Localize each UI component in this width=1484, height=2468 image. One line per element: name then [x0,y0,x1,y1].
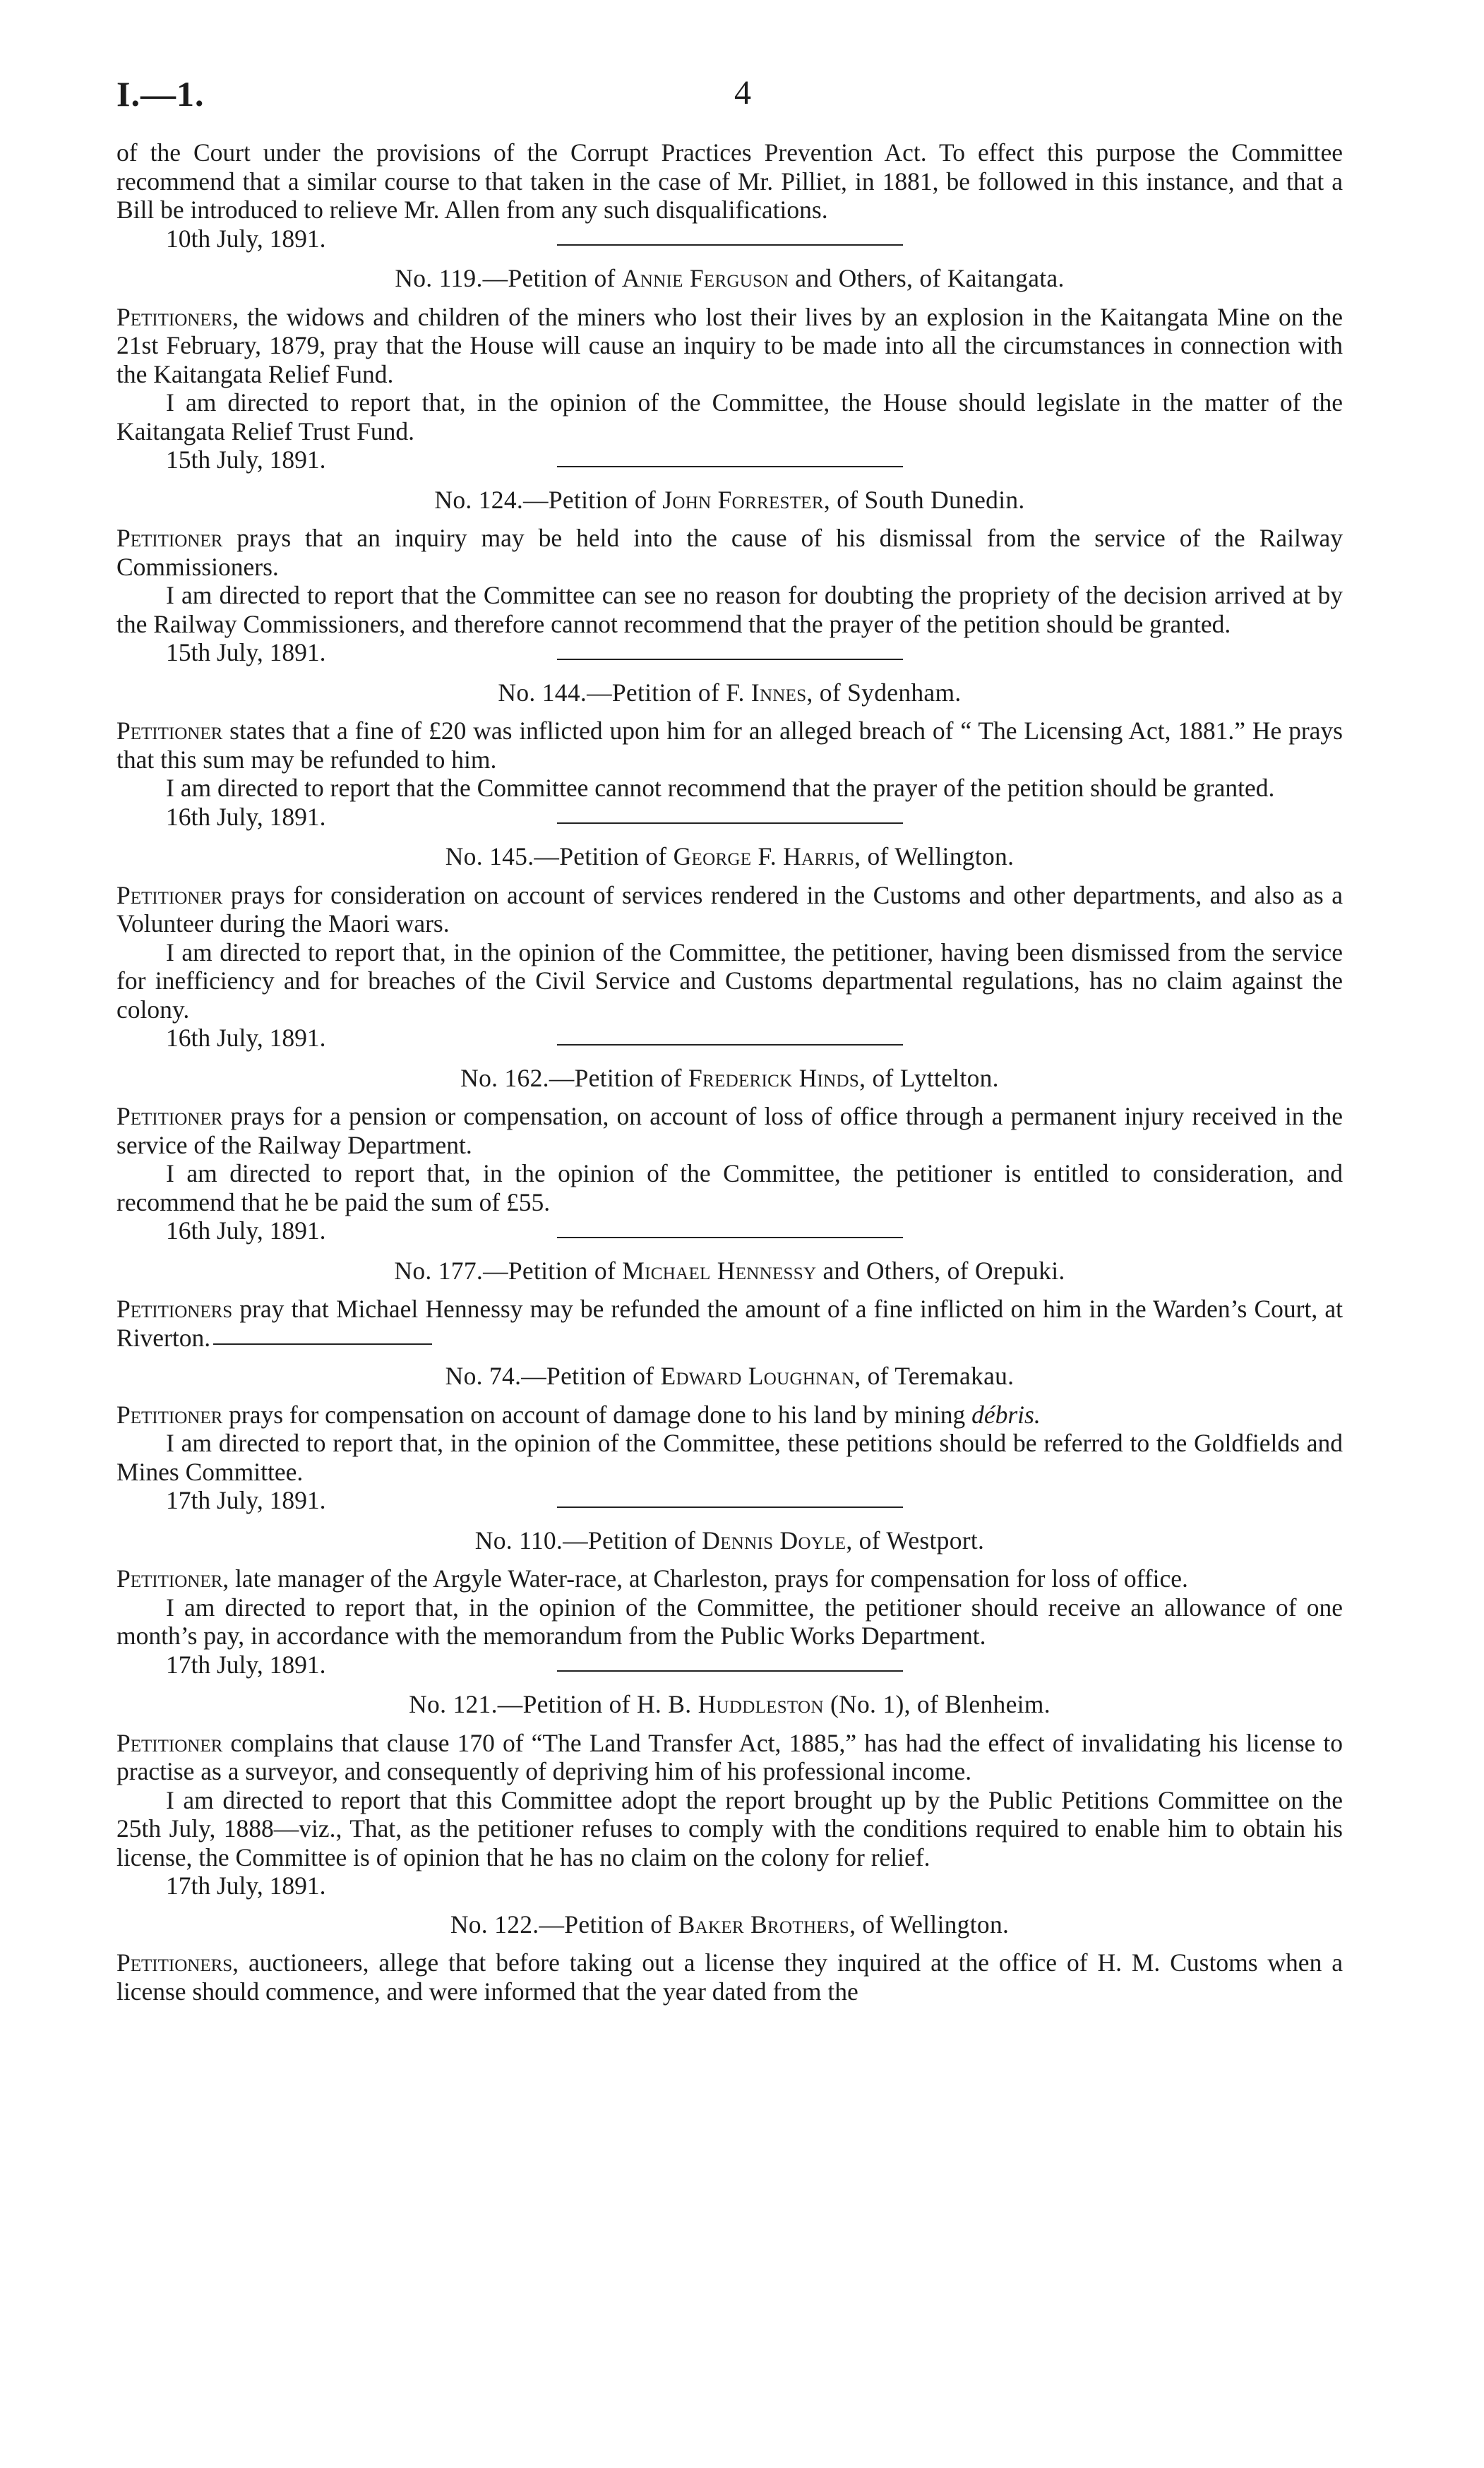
petition-122 [116,1910,1343,2006]
committee-report: I am directed to report that the Committee can see no reason for doubting the propriety of the decision arrived at by the Railway Commissioners, and therefore cannot recommend that the prayer of the petition should be granted. [116,581,1343,638]
petitioner-name: Michael Hennessy [622,1256,817,1285]
petitioner-name: John Forrester [662,485,824,514]
intro-paragraph: of the Court under the provisions of the Corrupt Practices Prevention Act. To effect this purpose the Committee recommend that a similar course to that taken in the case of Mr. Pilliet, in 1881, be followed in this instance, and that a Bill be introduced to relieve Mr. Allen from any such disqualifications. [116,138,1343,224]
petition-number: No. 74.—Petition of [445,1362,654,1390]
petitioner-label: Petitioners [116,1295,233,1323]
committee-report: I am directed to report that, in the opinion of the Committee, the petitioner is entitled to consideration, and recommend that he be paid the sum of £55. [116,1159,1343,1216]
petitioner-name: F. Innes [726,678,807,707]
petition-number: No. 177.—Petition of [394,1256,616,1285]
petitioner-place: , of Sydenham. [806,678,962,707]
committee-report: I am directed to report that, in the opinion of the Committee, the petitioner should receive an allowance of one month’s pay, in accordance with the memorandum from the Public Works Department. [116,1593,1343,1650]
section-divider [557,659,903,660]
petition-heading [116,1362,1343,1391]
petitioner-name: Huddleston [698,1690,824,1718]
page-code: I.—1. [116,74,205,114]
petitioner-name: Dennis Doyle [702,1526,846,1555]
report-date: 10th July, 1891. [166,224,326,253]
petitioner-label: Petitioner [116,1400,223,1429]
petitioner-name: Frederick Hinds [688,1063,860,1092]
petitioner-name: Annie Ferguson [621,264,789,292]
committee-report: I am directed to report that the Committee cannot recommend that the prayer of the petition should be granted. [166,774,1275,802]
petition-prayer [116,1102,1343,1159]
report-date: 17th July, 1891. [166,1871,326,1900]
report-date: 16th July, 1891. [166,1216,326,1245]
petitioner-place: , of Teremakau. [854,1362,1015,1390]
petition-110 [116,1526,1343,1681]
petition-number: No. 121.—Petition of H. B. [409,1690,692,1718]
petition-177 [116,1257,1343,1353]
petition-prayer [116,1295,1343,1352]
petition-prayer [116,1729,1343,1786]
petition-number: No. 124.—Petition of [434,485,657,514]
section-divider [213,1343,432,1345]
petition-number: No. 162.—Petition of [460,1063,682,1092]
petition-number: No. 145.—Petition of [445,842,667,870]
petitioner-label: Petitioner [116,524,223,552]
petitioner-place: , of Westport. [846,1526,985,1555]
page-header [116,73,1343,138]
petitioner-place: , of Wellington. [849,1910,1010,1939]
petition-heading [116,1910,1343,1939]
petitioner-label: Petitioner [116,717,223,745]
petition-162 [116,1064,1343,1247]
petition-heading [116,486,1343,515]
petition-prayer [116,1948,1343,2006]
section-divider [557,1670,903,1672]
petitioner-label: Petitioner [116,1728,223,1757]
petition-121 [116,1690,1343,1900]
petitioner-label: Petitioner [116,1564,223,1593]
prayer-text: prays for a pension or compensation, on account of loss of office through a permanent injury received in the service of the Railway Department. [116,1102,1343,1159]
petitioner-place: , of Wellington. [854,842,1015,870]
committee-report: I am directed to report that, in the opinion of the Committee, the House should legislate in the matter of the Kaitangata Relief Trust Fund. [116,388,1343,445]
petition-number: No. 122.—Petition of [450,1910,672,1939]
committee-report: I am directed to report that, in the opinion of the Committee, these petitions should be referred to the Goldfields and Mines Committee. [116,1429,1343,1486]
section-divider [557,466,903,467]
section-divider [557,1044,903,1046]
prayer-text: pray that Michael Hennessy may be refunded the amount of a fine inflicted on him in the Warden’s Court, at Riverton. [116,1295,1343,1352]
petition-prayer [116,524,1343,581]
petition-74 [116,1362,1343,1516]
section-divider [557,1237,903,1238]
petition-heading [116,678,1343,707]
prayer-text: states that a fine of £20 was inflicted upon him for an alleged breach of “ The Licensing Act, 1881.” He prays that this sum may be refunded to him. [116,717,1343,774]
petitioner-name: Baker Brothers [678,1910,850,1939]
report-date: 17th July, 1891. [166,1650,326,1679]
petitioner-label: Petitioners [116,1948,233,1977]
committee-report: I am directed to report that, in the opinion of the Committee, the petitioner, having been dismissed from the service for inefficiency and for breaches of the Civil Service and Customs departmental regulations, has no claim against the colony. [116,938,1343,1024]
petitioner-name: George F. Harris [673,842,855,870]
petitioner-place: and Others, of Kaitangata. [795,264,1065,292]
petition-prayer [116,1401,1343,1430]
prayer-text: prays for compensation on account of damage done to his land by mining [222,1400,966,1429]
petitioner-place: (No. 1), of Blenheim. [830,1690,1051,1718]
petition-prayer [116,303,1343,389]
prayer-text: prays for consideration on account of services rendered in the Customs and other departments, and also as a Volunteer during the Maori wars. [116,880,1343,938]
section-divider [557,822,903,824]
petitioner-label: Petitioner [116,1102,223,1130]
petition-145 [116,842,1343,1054]
petition-heading [116,1257,1343,1286]
petition-heading [116,842,1343,871]
petition-heading [116,1690,1343,1719]
petition-119 [116,264,1343,476]
petition-heading [116,1526,1343,1555]
petition-number: No. 144.—Petition of [498,678,720,707]
petition-heading [116,264,1343,293]
petitioner-place: , of Lyttelton. [859,1063,999,1092]
prayer-text: , late manager of the Argyle Water-race, at Charleston, prays for compensation for loss of office. [222,1564,1188,1593]
prayer-text: , auctioneers, allege that before taking out a license they inquired at the office of H. M. Customs when a license should commence, and were informed that the year dated from the [116,1948,1343,2006]
prayer-text: prays that an inquiry may be held into the cause of his dismissal from the service of the Railway Commissioners. [116,524,1343,581]
petition-prayer [116,717,1343,774]
petition-144 [116,678,1343,833]
page-number: 4 [734,74,751,112]
prayer-text: , the widows and children of the miners who lost their lives by an explosion in the Kaitangata Mine on the 21st February, 1879, pray that the House will cause an inquiry to be made into all the circumstances in connection with the Kaitangata Relief Fund. [116,302,1343,388]
report-date: 16th July, 1891. [166,1024,326,1052]
section-divider [557,1506,903,1508]
intro-section [116,138,1343,254]
report-date: 17th July, 1891. [166,1486,326,1514]
petition-124 [116,486,1343,669]
petitioner-place: , of South Dunedin. [823,485,1025,514]
prayer-text: complains that clause 170 of “The Land Transfer Act, 1885,” has had the effect of invalidating his license to practise as a surveyor, and consequently of depriving him of his professional income. [116,1728,1343,1785]
report-date: 16th July, 1891. [166,802,326,831]
report-date: 15th July, 1891. [166,445,326,474]
petitioner-label: Petitioner [116,880,223,909]
petition-prayer [116,881,1343,938]
committee-report: I am directed to report that this Committee adopt the report brought up by the Public Petitions Committee on the 25th July, 1888—viz., That, as the petitioner refuses to comply with the conditions required to enable him to obtain his license, the Committee is of opinion that he has no claim on the colony for relief. [116,1785,1343,1871]
petitioner-place: and Others, of Orepuki. [822,1256,1065,1285]
petitioner-name: Edward Loughnan [660,1362,855,1390]
petition-heading [116,1064,1343,1093]
petitioner-label: Petitioners [116,302,233,331]
report-date: 15th July, 1891. [166,638,326,666]
petition-number: No. 110.—Petition of [474,1526,696,1555]
petition-number: No. 119.—Petition of [395,264,616,292]
petition-prayer [116,1564,1343,1593]
prayer-italic-term: débris. [971,1400,1041,1429]
section-divider [557,244,903,246]
